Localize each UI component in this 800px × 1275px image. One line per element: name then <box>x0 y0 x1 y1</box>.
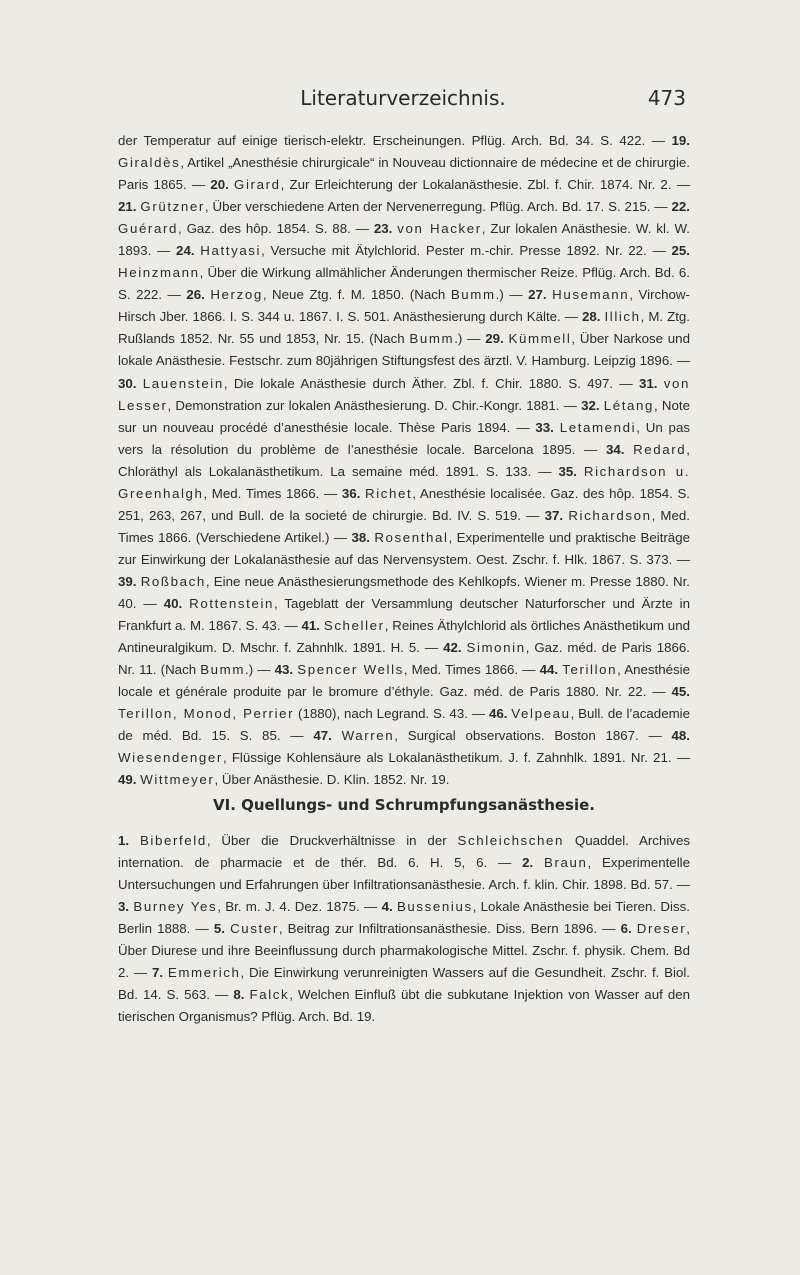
reference-text: Quaddel. Archives internation. de pharmacie et de thér. Bd. 6. H. 5, 6. — <box>118 833 690 871</box>
reference-author: Custer <box>230 921 279 937</box>
reference-text: der Temperatur auf einige tierisch-elektr. Erscheinungen. Pflüg. Arch. Bd. 34. S. 422. — <box>118 133 665 148</box>
reference-author: Bumm <box>450 287 496 303</box>
reference-author: Terillon <box>562 662 618 678</box>
reference-text: , Die Einwirkung verunreinigten Wassers auf die Gesundheit. Zschr. f. Biol. Bd. 14. S. 563. — <box>118 965 690 1003</box>
reference-number: 38. <box>351 529 370 545</box>
reference-entry <box>210 177 690 192</box>
reference-author: Giraldès <box>118 155 181 171</box>
reference-text: (1880), nach Legrand. S. 43. — <box>294 706 486 722</box>
reference-number: 36. <box>341 485 361 501</box>
reference-number: 44. <box>539 662 559 678</box>
reference-entry <box>313 728 661 743</box>
reference-author: Lauenstein <box>142 375 224 391</box>
reference-author: Husemann <box>552 287 630 303</box>
reference-author: Heinzmann <box>118 265 200 281</box>
reference-number: 39. <box>118 573 137 589</box>
reference-entry <box>118 199 668 214</box>
reference-text: , Med. Times 1866. — <box>403 662 536 678</box>
reference-number: 1. <box>118 833 130 848</box>
reference-text: , Bull. de l’academie de méd. Bd. 15. S. 85. — <box>118 706 691 744</box>
reference-number: 40. <box>163 595 183 611</box>
reference-text: , Flüssige Kohlensäure als Lokalanästhetikum. J. f. Zahnhlk. 1891. Nr. 21. — <box>222 750 690 766</box>
reference-text: , M. Ztg. Rußlands 1852. Nr. 55 und 1853, Nr. 15. (Nach <box>118 309 690 347</box>
reference-entry <box>275 662 536 677</box>
reference-text: , Die lokale Anästhesie durch Äther. Zbl. f. Chir. 1880. S. 497. — <box>223 375 633 391</box>
reference-author: Simonin <box>466 640 526 656</box>
reference-author: Redard <box>633 441 687 457</box>
reference-text: , Experimentelle Untersuchungen und Erfahrungen über Infiltrationsanästhesie. Arch. f. klin. Chir. 1898. Bd. 57. — <box>118 855 690 893</box>
reference-text: , Artikel „Anesthésie chirurgicale“ in Nouveau dictionnaire de médecine et de chirurgie. Paris 1865. — <box>118 155 690 193</box>
reference-text: , Über verschiedene Arten der Nervenerregung. Pflüg. Arch. Bd. 17. S. 215. — <box>204 199 668 215</box>
reference-text: .) — <box>454 331 481 347</box>
reference-number: 4. <box>381 899 393 915</box>
reference-entry <box>186 287 522 302</box>
page-header <box>120 86 686 114</box>
reference-author: Bumm <box>200 662 246 678</box>
reference-author: Rosenthal <box>374 529 449 545</box>
reference-author: von Hacker <box>397 221 482 237</box>
reference-text: , Chloräthyl als Lokalanästhetikum. La semaine méd. 1891. S. 133. — <box>118 441 690 479</box>
reference-author: Warren <box>341 728 395 744</box>
reference-author: Richet <box>365 485 413 501</box>
reference-number: 43. <box>274 662 294 678</box>
reference-author: Richardson u. Greenhalgh <box>118 463 691 501</box>
reference-author: Spencer Wells <box>297 662 404 678</box>
reference-number: 26. <box>186 287 205 303</box>
reference-text: , Un pas vers la résolution du problème de l’anesthésie locale. Barcelona 1895. — <box>118 419 690 457</box>
reference-number: 7. <box>151 965 164 981</box>
reference-number: 35. <box>558 463 577 479</box>
reference-text: , Br. m. J. 4. Dez. 1875. — <box>217 899 378 915</box>
reference-number: 8. <box>233 987 245 1003</box>
reference-text: , Eine neue Anästhesierungsmethode des Kehlkopfs. Wiener m. Presse 1880. Nr. 40. — <box>118 573 690 611</box>
reference-author: Velpeau <box>511 706 571 722</box>
reference-number: 47. <box>313 728 332 744</box>
reference-text: , Neue Ztg. f. M. 1850. (Nach <box>262 287 451 303</box>
reference-number: 5. <box>213 921 225 937</box>
reference-number: 33. <box>535 419 554 435</box>
reference-text: .) — <box>495 287 523 303</box>
reference-number: 25. <box>671 243 690 259</box>
reference-text: , Über die Druckverhältnisse in der <box>206 833 458 848</box>
reference-number: 29. <box>485 331 504 347</box>
reference-number: 34. <box>605 441 625 457</box>
reference-text: , Gaz. des hôp. 1854. S. 88. — <box>177 221 369 237</box>
running-title: Literaturverzeichnis. <box>300 86 506 110</box>
reference-entry <box>118 899 377 914</box>
reference-author: Girard <box>234 177 281 193</box>
reference-text: .) — <box>245 662 271 678</box>
reference-text: , Anesthésie localisée. Gaz. des hôp. 1854. S. 251, 263, 267, und Bull. de la societé de chirurgie. Bd. IV. S. 519. — <box>118 485 691 523</box>
section-heading: VI. Quellungs- und Schrumpfungsanästhesie. <box>213 796 595 814</box>
reference-author: Guérard <box>118 221 178 237</box>
reference-author: Hattyasi <box>200 243 262 259</box>
reference-number: 6. <box>620 921 632 937</box>
reference-number: 3. <box>118 899 130 915</box>
reference-author: von Lesser <box>118 375 690 413</box>
reference-author: Bumm <box>409 331 455 347</box>
reference-text: , Med. Times 1866. — <box>203 485 338 501</box>
reference-author: Illich <box>604 309 641 325</box>
reference-author: Rottenstein <box>189 595 275 611</box>
reference-author: Richardson <box>568 507 652 523</box>
reference-number: 32. <box>581 397 600 413</box>
reference-author: Roßbach <box>140 573 206 589</box>
reference-text: , Über Narkose und lokale Anästhesie. Festschr. zum 80jährigen Stiftungsfest des ärztl. V. Hamburg. Leipzig 1896. — <box>118 331 690 369</box>
reference-number: 30. <box>118 375 137 391</box>
reference-text: , Lokale Anästhesie bei Tieren. Diss. Berlin 1888. — <box>118 899 690 937</box>
reference-number: 20. <box>210 177 229 193</box>
reference-text: , Med. Times 1866. (Verschiedene Artikel.) — <box>118 507 690 545</box>
reference-author: Letamendi <box>559 419 637 435</box>
reference-number: 24. <box>176 243 195 259</box>
reference-text: , Über Anästhesie. D. Klin. 1852. Nr. 19. <box>214 772 450 788</box>
reference-number: 28. <box>581 309 601 325</box>
reference-number: 41. <box>301 618 320 634</box>
reference-author: Schleichschen <box>457 833 565 848</box>
reference-entry <box>176 243 666 258</box>
reference-text: , Note sur un nouveau procédé d’anesthésie locale. Thèse Paris 1894. — <box>118 397 690 435</box>
reference-entry <box>118 133 665 148</box>
reference-number: 27. <box>528 287 547 303</box>
reference-author: Grützner <box>140 199 205 215</box>
reference-text: , Über die Wirkung allmählicher Änderungen thermischer Reize. Pflüg. Arch. Bd. 6. S. 222. — <box>118 265 690 303</box>
reference-author: Létang <box>603 397 655 413</box>
reference-number: 22. <box>671 199 690 215</box>
reference-number: 48. <box>671 728 691 744</box>
reference-author: Terillon, Monod, Perrier <box>118 706 295 722</box>
reference-entry <box>118 772 450 787</box>
reference-author: Wittmeyer <box>140 772 215 788</box>
reference-text: , Zur Erleichterung der Lokalanästhesie. Zbl. f. Chir. 1874. Nr. 2. — <box>280 177 690 193</box>
reference-text: , Zur lokalen Anästhesie. W. kl. W. 1893. — <box>118 221 690 259</box>
reference-number: 42. <box>443 640 462 656</box>
reference-number: 31. <box>638 375 658 391</box>
reference-text: , Über Diurese und ihre Beeinflussung durch pharmakologische Mittel. Zschr. f. physik. Chem. Bd 2. — <box>118 921 690 981</box>
reference-entry <box>214 921 616 936</box>
references-block-v <box>118 130 690 791</box>
reference-text: , Welchen Einfluß übt die subkutane Injektion von Wasser auf den tierischen Organismus? Pflüg. Arch. Bd. 19. <box>118 987 691 1025</box>
reference-author: Bussenius <box>396 899 473 915</box>
references-block-vi <box>118 830 690 1028</box>
reference-text: , Experimentelle und praktische Beiträge zur Einwirkung der Lokalanästhesie auf das Nervensystem. Oest. Zschr. f. Hlk. 1867. S. 373. — <box>118 529 690 567</box>
reference-author: Dreser <box>636 921 687 937</box>
reference-number: 37. <box>544 507 564 523</box>
reference-author: Wiesendenger <box>118 750 223 766</box>
reference-text: , Anesthésie locale et générale produite par le bromure d’éthyle. Gaz. méd. de Paris 1880. Nr. 22. — <box>118 662 690 700</box>
reference-number: 21. <box>118 199 137 215</box>
reference-author: Scheller <box>323 618 385 634</box>
reference-number: 46. <box>488 706 508 722</box>
reference-text: , Demonstration zur lokalen Anästhesierung. D. Chir.-Kongr. 1881. — <box>167 397 577 413</box>
reference-author: Burney Yes <box>133 899 218 915</box>
reference-number: 23. <box>373 221 393 237</box>
reference-author: Herzog <box>210 287 263 303</box>
reference-author: Braun <box>544 855 588 871</box>
reference-text: , Beitrag zur Infiltrationsanästhesie. Diss. Bern 1896. — <box>278 921 616 937</box>
reference-entry <box>118 376 633 391</box>
reference-number: 45. <box>671 684 690 700</box>
reference-text: , Reines Äthylchlorid als örtliches Anästhetikum und Antineuralgikum. D. Mschr. f. Zahnhlk. 1891. H. 5. — <box>118 618 690 656</box>
reference-text: , Versuche mit Ätylchlorid. Pester m.-chir. Presse 1892. Nr. 22. — <box>261 243 666 259</box>
reference-text: , Virchow-Hirsch Jber. 1866. I. S. 344 u. 1867. I. S. 501. Anästhesierung durch Kälte. — <box>118 287 690 325</box>
reference-number: 19. <box>671 133 690 148</box>
reference-number: 2. <box>522 855 534 871</box>
reference-text: , Tageblatt der Versammlung deutscher Naturforscher und Ärzte in Frankfurt a. M. 1867. S. 43. — <box>118 595 691 634</box>
page-number: 473 <box>647 86 686 110</box>
reference-author: Emmerich <box>167 965 241 981</box>
reference-author: Biberfeld <box>139 833 207 848</box>
reference-author: Kümmell <box>508 331 572 347</box>
reference-text: , Surgical observations. Boston 1867. — <box>394 728 662 744</box>
reference-author: Falck <box>249 987 290 1003</box>
reference-number: 49. <box>118 772 137 788</box>
reference-text: , Gaz. méd. de Paris 1866. Nr. 11. (Nach <box>118 640 690 678</box>
